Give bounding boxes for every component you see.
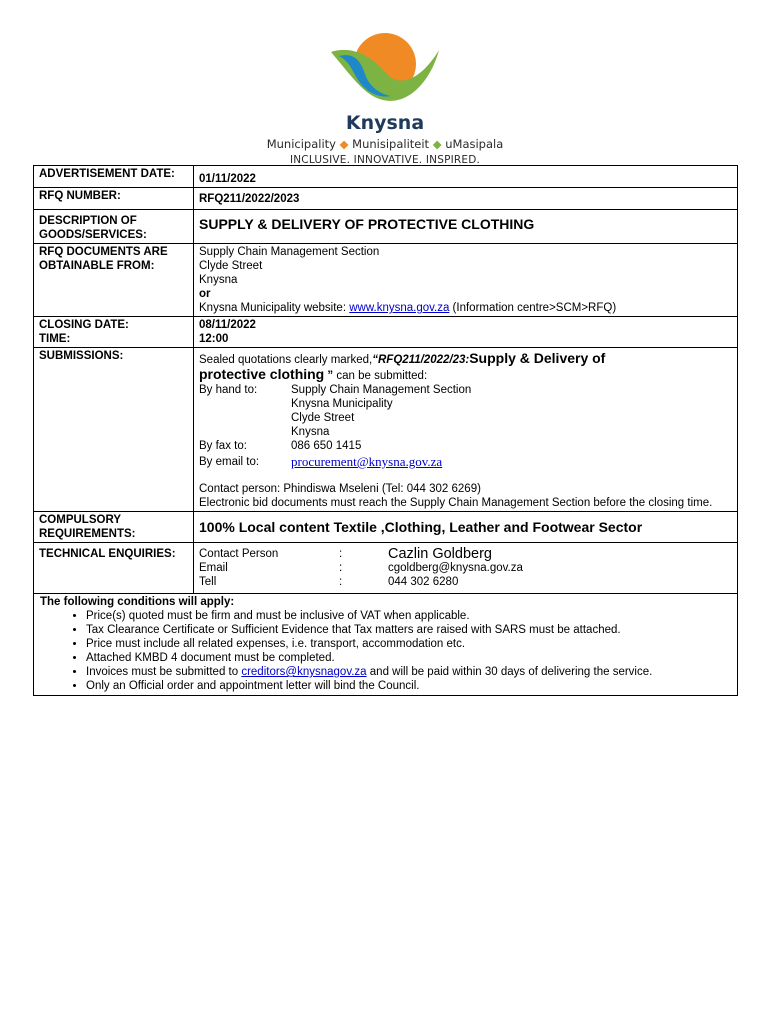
technical-email: cgoldberg@knysna.gov.za <box>388 562 523 574</box>
documents-label: RFQ DOCUMENTS ARE OBTAINABLE FROM: <box>34 244 194 317</box>
technical-phone: 044 302 6280 <box>388 576 459 588</box>
submissions-contact: Contact person: Phindiswa Mseleni (Tel: 044 302 6269) <box>199 483 481 495</box>
documents-line: Supply Chain Management Section <box>199 246 380 258</box>
conditions-heading: The following conditions will apply: <box>40 596 235 608</box>
compulsory-row <box>34 512 738 543</box>
technical-row <box>34 543 738 594</box>
documents-row <box>34 244 738 317</box>
closing-date: 08/11/2022 <box>199 319 256 331</box>
condition-item: • Price(s) quoted must be firm and must be inclusive of VAT when applicable. <box>86 609 732 623</box>
condition-item: • Only an Official order and appointment letter will bind the Council. <box>86 679 732 693</box>
logo-languages: Municipality ◆ Munisipaliteit ◆ uMasipala <box>266 137 504 151</box>
compulsory-value: 100% Local content Textile ,Clothing, Leather and Footwear Sector <box>194 512 738 543</box>
conditions <box>34 594 738 696</box>
email-delivery: By email to: procurement@knysna.gov.za <box>199 454 443 469</box>
creditors-email-link[interactable]: creditors@knysnagov.za <box>241 666 367 678</box>
logo-name: Knysna <box>345 112 425 134</box>
documents-value <box>194 244 738 317</box>
fax-delivery: By fax to: 086 650 1415 <box>199 440 362 452</box>
submissions-label: SUBMISSIONS: <box>34 348 194 512</box>
documents-line: Knysna <box>199 274 238 286</box>
knysna-logo-icon <box>325 30 445 110</box>
advert-label: ADVERTISEMENT DATE: <box>34 166 194 188</box>
rfq-number-label: RFQ NUMBER: <box>34 188 194 210</box>
description-value: SUPPLY & DELIVERY OF PROTECTIVE CLOTHING <box>194 210 738 244</box>
technical-label: TECHNICAL ENQUIRIES: <box>34 543 194 594</box>
advert-row <box>34 166 738 188</box>
rfq-number: RFQ211/2022/2023 <box>194 188 738 210</box>
closing-row <box>34 317 738 348</box>
closing-time: 12:00 <box>199 333 229 345</box>
compulsory-label: COMPULSORY REQUIREMENTS: <box>34 512 194 543</box>
description-row <box>34 210 738 244</box>
website-link[interactable]: www.knysna.gov.za <box>349 302 450 314</box>
procurement-email-link[interactable]: procurement@knysna.gov.za <box>291 454 443 469</box>
documents-or: or <box>199 288 211 300</box>
condition-item: • Tax Clearance Certificate or Sufficient Evidence that Tax matters are raised with SARS must be attached. <box>86 623 732 637</box>
documents-website: Knysna Municipality website: www.knysna.gov.za (Information centre>SCM>RFQ) <box>199 302 617 314</box>
documents-line: Clyde Street <box>199 260 263 272</box>
condition-item: • Invoices must be submitted to creditors@knysnagov.za and will be paid within 30 days of delivering the service. <box>86 665 732 679</box>
condition-item: • Price must include all related expenses, i.e. transport, accommodation etc. <box>86 637 732 651</box>
logo <box>0 30 770 166</box>
advert-date: 01/11/2022 <box>194 166 738 188</box>
conditions-row <box>34 594 738 696</box>
logo-tagline: INCLUSIVE. INNOVATIVE. INSPIRED. <box>289 154 481 166</box>
closing-value <box>194 317 738 348</box>
description-label: DESCRIPTION OF GOODS/SERVICES: <box>34 210 194 244</box>
rfq-table <box>33 165 738 696</box>
technical-contact-name: Cazlin Goldberg <box>388 546 492 562</box>
submissions-electronic: Electronic bid documents must reach the Supply Chain Management Section before the closing time. <box>199 497 713 509</box>
submissions-row <box>34 348 738 512</box>
hand-delivery: By hand to: Supply Chain Management Section Knysna Municipality Clyde Street Knysna <box>199 384 472 438</box>
rfq-number-row <box>34 188 738 210</box>
technical-value: Contact Person : Cazlin Goldberg Email : cgoldberg@knysna.gov.za Tell : 044 302 6280 <box>194 543 738 594</box>
closing-label: CLOSING DATE: TIME: <box>34 317 194 348</box>
submissions-value: Sealed quotations clearly marked,“RFQ211/2022/23:Supply & Delivery of protective clothing ” can be submitted: By hand to: Supply Chain Management Section Knysna Municipality Clyde Street Knysna By fax to: 086 650 1415 By email to: procurement@knysna.gov.za Contact person: Phindiswa Mseleni (Tel: 044 302 6269) Electronic bid documents must reach the Supply Chain Management Section before the closing time. <box>194 348 738 512</box>
condition-item: • Attached KMBD 4 document must be completed. <box>86 651 732 665</box>
